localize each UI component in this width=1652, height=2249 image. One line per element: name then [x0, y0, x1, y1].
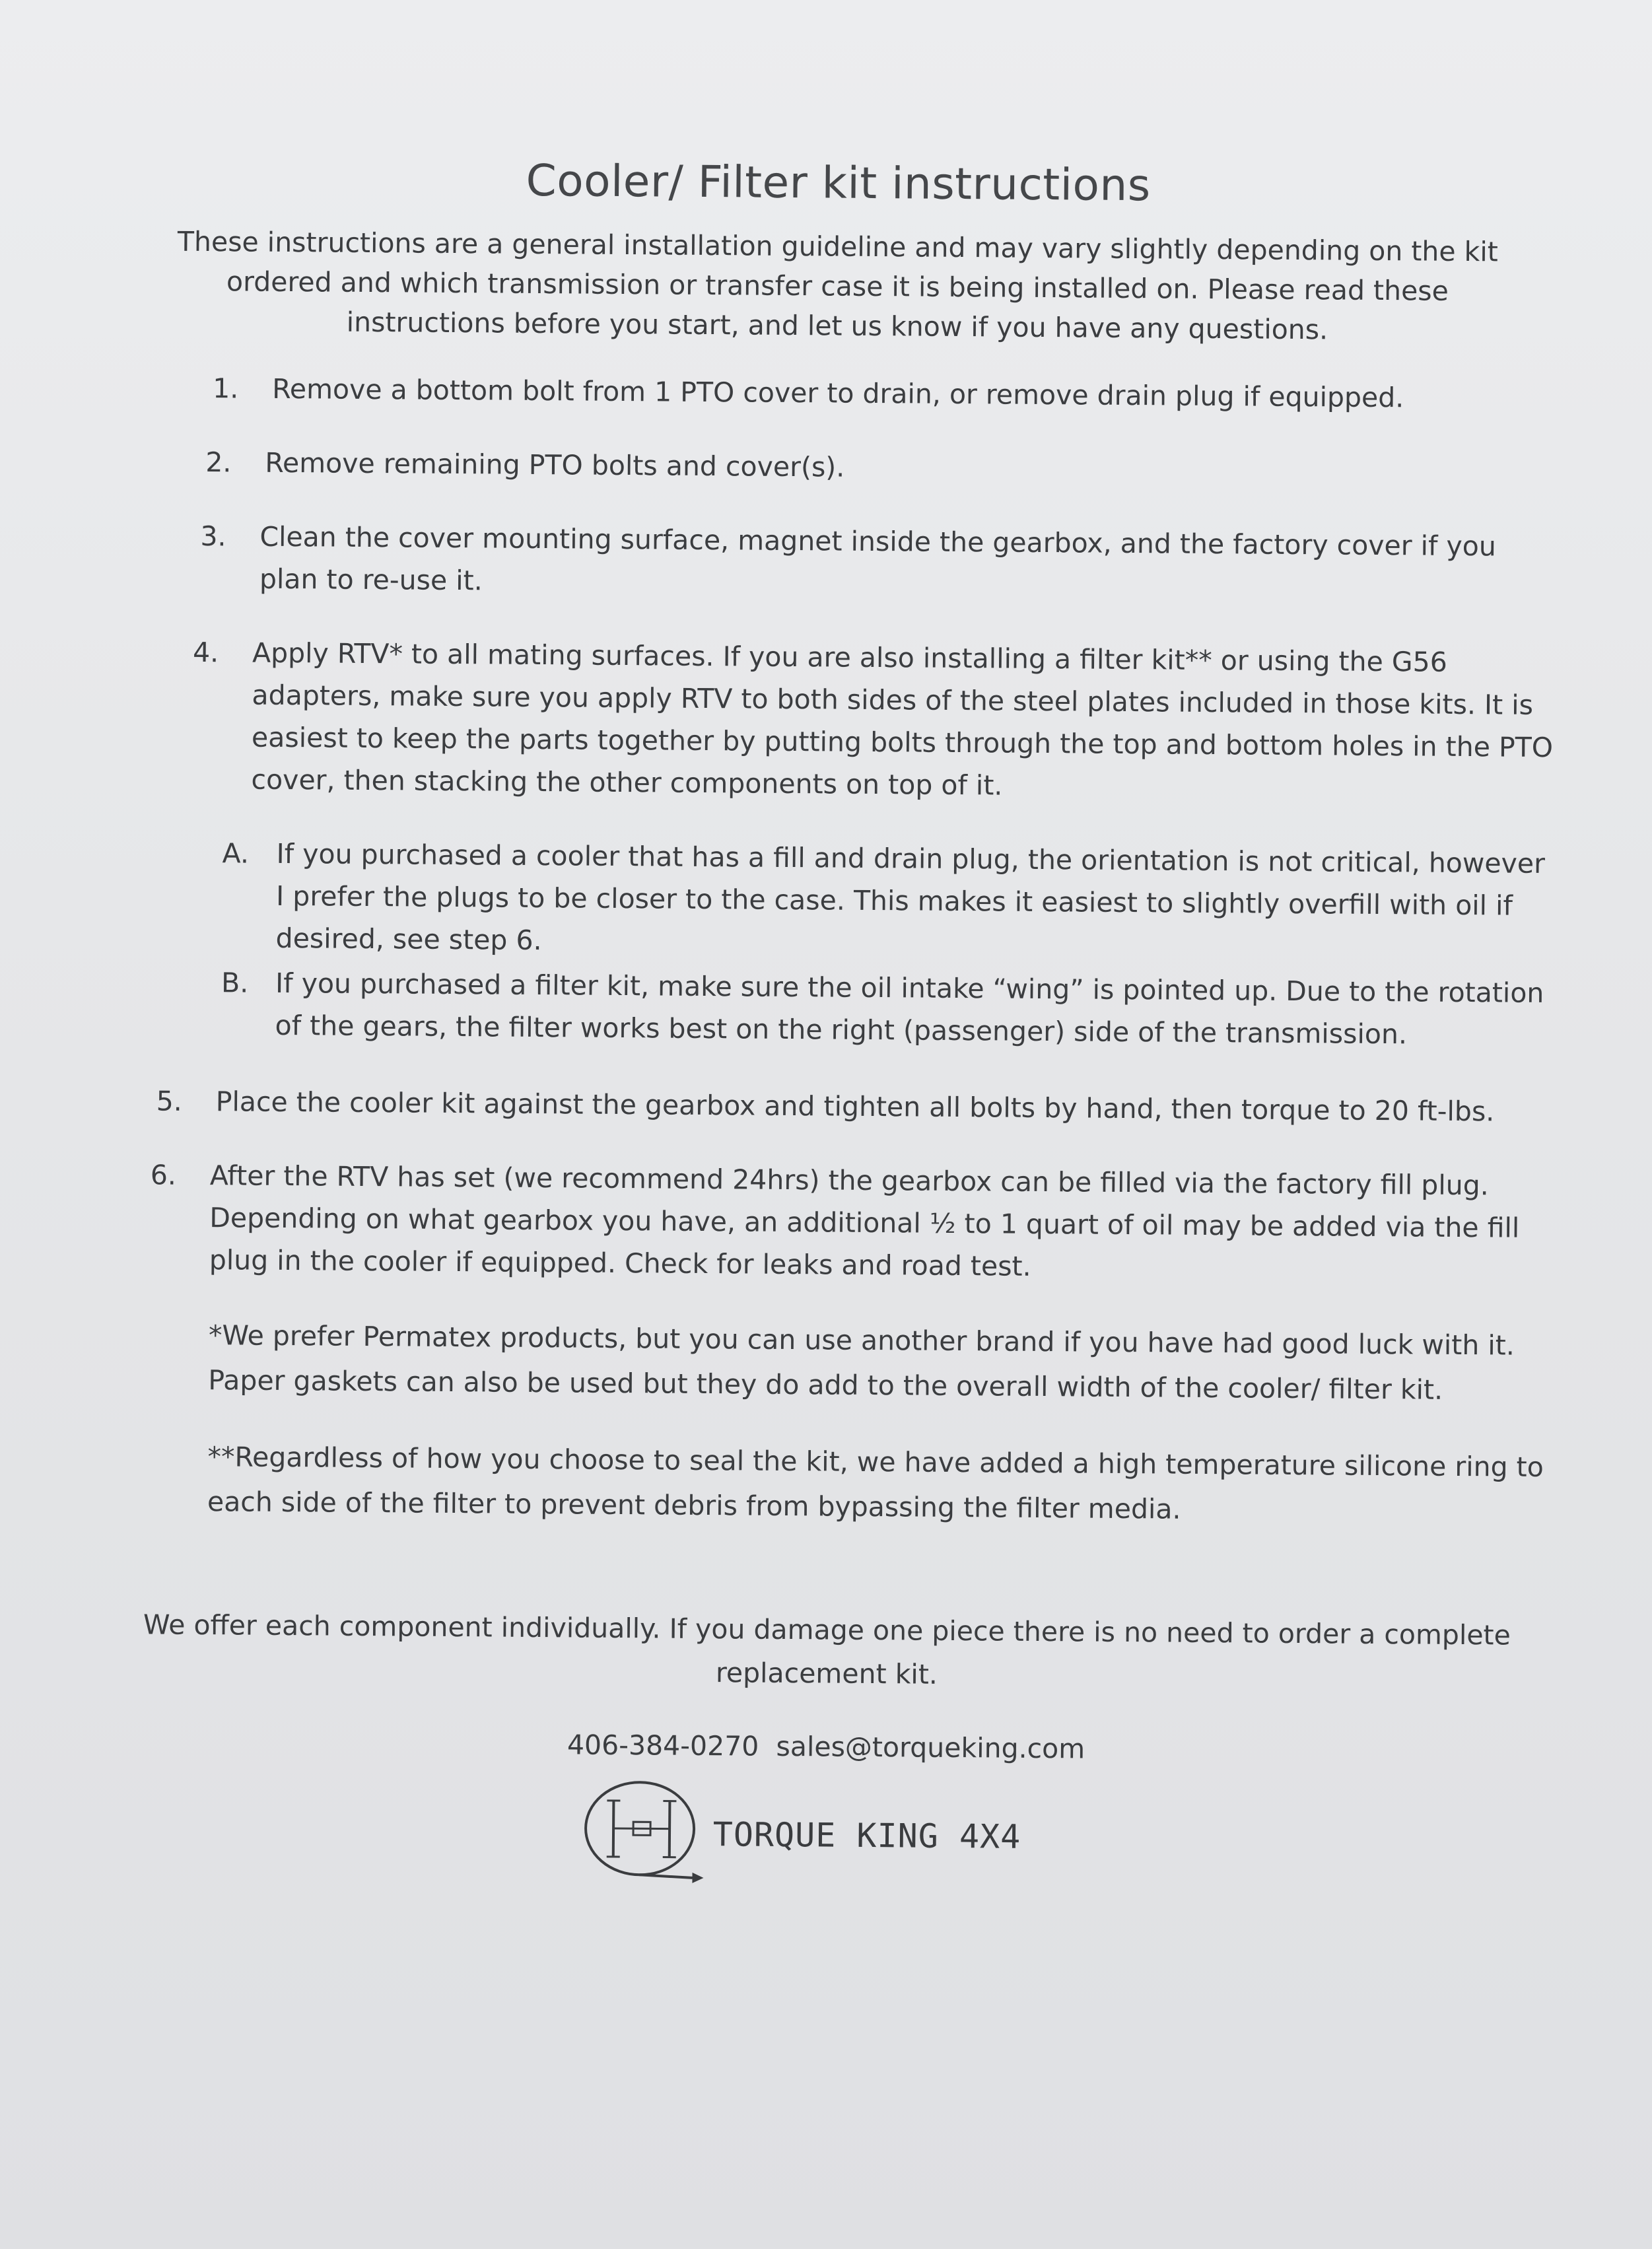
- step-number: 1.: [213, 372, 239, 405]
- substep-letter: A.: [222, 837, 250, 870]
- step-text: Place the cooler kit against the gearbox and tighten all bolts by hand, then torque to 20 ft-lbs.: [215, 1086, 1495, 1128]
- step-number: 5.: [156, 1085, 183, 1117]
- step-4: [191, 631, 1554, 811]
- drivetrain-circle-logo-icon: [576, 1774, 709, 1894]
- instruction-sheet: [105, 152, 1558, 1900]
- email-address: sales@torqueking.com: [776, 1730, 1085, 1765]
- substep-text: If you purchased a filter kit, make sure the oil intake “wing” is pointed up. Due to the rotation of the gears, the filter works best on the right (passenger) side of the transmission.: [275, 967, 1544, 1051]
- step-number: 3.: [200, 520, 226, 553]
- step-text: After the RTV has set (we recommend 24hrs) the gearbox can be filled via the factory fill plug. Depending on what gearbox you have, an additional ½ to 1 quart of oil may be added via the fill plug in the cooler if equipped. Check for leaks and road test.: [209, 1159, 1520, 1282]
- substep-letter: B.: [221, 967, 249, 999]
- step-6: [150, 1154, 1550, 1292]
- substep-b: [221, 961, 1552, 1056]
- step-text: Clean the cover mounting surface, magnet inside the gearbox, and the factory cover if you plan to re-use it.: [259, 520, 1497, 597]
- step-4-substeps: [221, 832, 1552, 1056]
- step-number: 6.: [150, 1159, 177, 1191]
- step-text: Apply RTV* to all mating surfaces. If you are also installing a filter kit** or using the G56 adapters, make sure you apply RTV to both sides of the steel plates included in those kits. It is easiest to keep the parts together by putting bolts through the top and bottom holes in the PTO cover, then stacking the other components on top of it.: [251, 637, 1554, 802]
- step-number: 2.: [205, 446, 232, 479]
- footnote-filter-kit: **Regardless of how you choose to seal the kit, we have added a high temperature silicone ring to each side of the filter to prevent debris from bypassing the filter media.: [207, 1441, 1544, 1525]
- step-2: [205, 441, 1556, 494]
- step-text: Remove a bottom bolt from 1 PTO cover to drain, or remove drain plug if equipped.: [272, 372, 1404, 414]
- step-3: [200, 515, 1556, 610]
- footnote-rtv: *We prefer Permatex products, but you can use another brand if you have had good luck with it. Paper gaskets can also be used but they do add to the overall width of the cooler/ filter kit.: [208, 1319, 1515, 1406]
- step-text: Remove remaining PTO bolts and cover(s).: [265, 446, 845, 483]
- step-1: [213, 367, 1556, 420]
- page-title: Cooler/ Filter kit instructions: [526, 155, 1151, 211]
- step-number: 4.: [192, 636, 219, 669]
- contact-line: [106, 1725, 1546, 1768]
- step-5: [156, 1080, 1550, 1133]
- substep-a: [221, 832, 1552, 969]
- logo-wordmark: TORQUE KING 4X4: [712, 1815, 1021, 1856]
- intro-paragraph: These instructions are a general installation guideline and may vary slightly depending on the kit ordered and which transmission or transfer case it is being installed on. Please read these instructions before you start, and let us know if you have any questions.: [177, 225, 1499, 346]
- phone-number: 406-384-0270: [567, 1729, 759, 1762]
- substep-text: If you purchased a cooler that has a fill and drain plug, the orientation is not critical, however I prefer the plugs to be closer to the case. This makes it easiest to slightly overfill with oil if desired, see step 6.: [275, 837, 1546, 957]
- component-offer: We offer each component individually. If you damage one piece there is no need to order a complete replacement kit.: [143, 1609, 1511, 1690]
- company-logo: [52, 1770, 1545, 1900]
